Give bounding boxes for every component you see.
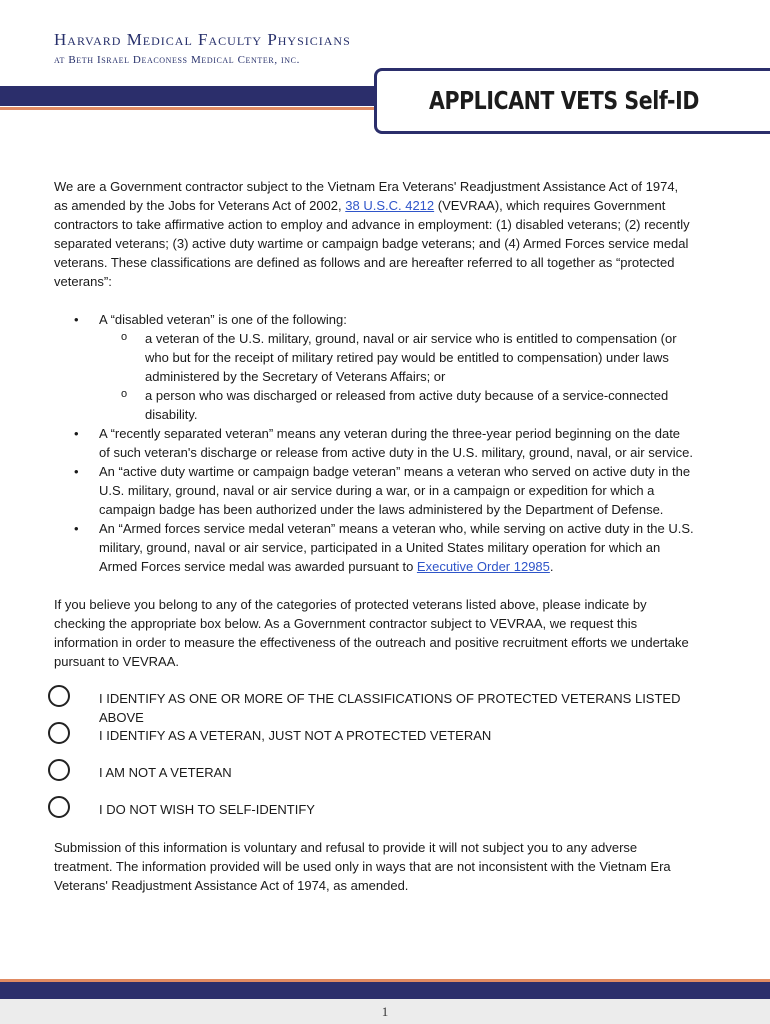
radio-circle[interactable] bbox=[48, 722, 70, 744]
intro-text: We are a Government contractor subject to the Vietnam Era Veterans' Readjustment Assistance Act of 1974, as amended by the Jobs for Veterans Act of 2002, bbox=[54, 179, 679, 213]
veteran-status-options bbox=[54, 689, 694, 837]
option-decline-self-identify[interactable] bbox=[54, 800, 694, 837]
org-name: Harvard Medical Faculty Physicians bbox=[54, 30, 351, 49]
usc-4212-link[interactable]: 38 U.S.C. 4212 bbox=[345, 198, 435, 213]
header-band bbox=[0, 86, 380, 106]
form-content bbox=[54, 177, 694, 895]
option-label: I IDENTIFY AS A VETERAN, JUST NOT A PROTECTED VETERAN bbox=[99, 728, 492, 743]
definitions-list bbox=[54, 310, 694, 576]
definition-text: A “disabled veteran” is one of the following: bbox=[99, 312, 347, 327]
intro-paragraph bbox=[54, 177, 694, 291]
definition-recently-separated: • A “recently separated veteran” means any veteran during the three-year period beginning on the date of such veteran's discharge or release from active duty in the U.S. military, ground, naval, or air service. bbox=[54, 424, 694, 462]
sub-item: o a veteran of the U.S. military, ground, naval or air service who is entitled to compensation (or who but for the receipt of military retired pay would be entitled to compensation) under laws administered by the Secretary of Veterans Affairs; or bbox=[99, 329, 694, 386]
radio-circle[interactable] bbox=[48, 796, 70, 818]
definition-service-medal bbox=[54, 519, 694, 576]
closing-paragraph: Submission of this information is voluntary and refusal to provide it will not subject you to any adverse treatment. The information provided will be used only in ways that are not inconsistent with the Vietnam Era Veterans' Readjustment Assistance Act of 1974, as amended. bbox=[54, 840, 671, 893]
option-protected-veteran[interactable] bbox=[54, 689, 694, 726]
definition-wartime-campaign: • An “active duty wartime or campaign badge veteran” means a veteran who served on active duty in the U.S. military, ground, naval or air service during a war, or in a campaign or expedition for which a campaign badge has been authorized under the laws administered by the Department of Defense. bbox=[54, 462, 694, 519]
radio-circle[interactable] bbox=[48, 759, 70, 781]
sub-item: o a person who was discharged or released from active duty because of a service-connected disability. bbox=[99, 386, 694, 424]
option-label: I AM NOT A VETERAN bbox=[99, 765, 232, 780]
page-title: APPLICANT VETS Self-ID bbox=[429, 86, 699, 115]
page-number: 1 bbox=[381, 1004, 389, 1019]
header-accent-line bbox=[0, 107, 380, 110]
option-label: I IDENTIFY AS ONE OR MORE OF THE CLASSIFICATIONS OF PROTECTED VETERANS LISTED ABOVE bbox=[99, 691, 681, 725]
request-paragraph: If you believe you belong to any of the categories of protected veterans listed above, please indicate by checking the appropriate box below. As a Government contractor subject to VEVRAA, we request this information in order to measure the effectiveness of the outreach and positive recruitment efforts we undertake pursuant to VEVRAA. bbox=[54, 597, 689, 669]
option-not-veteran[interactable] bbox=[54, 763, 694, 800]
intro-text-continued: (VEVRAA), which requires Government contractors to take affirmative action to employ and advance in employment: (1) disabled veterans; (2) recently separated veterans; (3) active duty wartime or campaign badge veterans; and (4) Armed Forces service medal veterans. These classifications are defined as follows and are hereafter referred to all together as “protected veterans”: bbox=[54, 198, 690, 289]
disabled-veteran-sublist bbox=[99, 329, 694, 424]
org-subtitle: at Beth Israel Deaconess Medical Center, inc. bbox=[54, 54, 300, 66]
radio-circle[interactable] bbox=[48, 685, 70, 707]
option-label: I DO NOT WISH TO SELF-IDENTIFY bbox=[99, 802, 315, 817]
title-box bbox=[374, 68, 770, 134]
executive-order-link[interactable]: Executive Order 12985 bbox=[416, 559, 550, 574]
definition-end: . bbox=[549, 559, 554, 574]
option-veteran-not-protected[interactable] bbox=[54, 726, 694, 763]
footer-band bbox=[0, 982, 770, 999]
definition-disabled-veteran bbox=[54, 310, 694, 424]
definition-text: An “Armed forces service medal veteran” means a veteran who, while serving on active duty in the U.S. military, ground, naval or air service, participated in a United States military operation for which an Armed Forces service medal was awarded pursuant to bbox=[99, 521, 694, 574]
